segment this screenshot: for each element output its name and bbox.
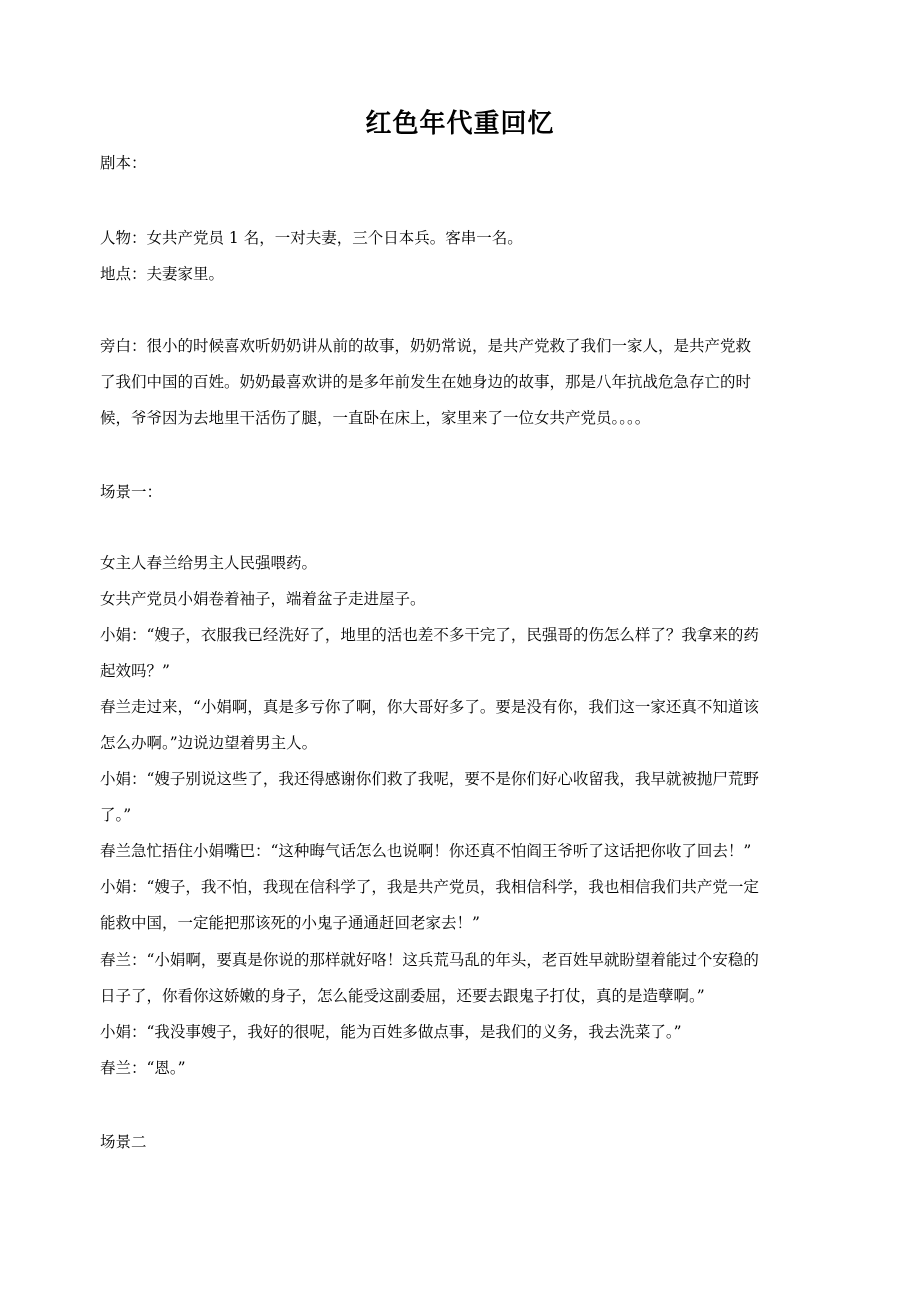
document-title: 红色年代重回忆	[365, 109, 555, 139]
dialogue-line: 怎么办啊。”边说边望着男主人。	[100, 734, 318, 752]
scene-one-heading: 场景一：	[100, 483, 163, 501]
stage-direction: 女共产党员小娟卷着袖子，端着盆子走进屋子。	[100, 590, 426, 608]
dialogue-line: 春兰：“小娟啊，要真是你说的那样就好咯！这兵荒马乱的年头，老百姓早就盼望着能过个安稳的	[100, 951, 759, 969]
scene-two-heading: 场景二	[100, 1133, 147, 1151]
dialogue-line: 春兰：“恩。”	[100, 1059, 186, 1077]
dialogue-line: 春兰走过来，“小娟啊，真是多亏你了啊，你大哥好多了。要是没有你，我们这一家还真不知道该	[100, 698, 759, 716]
dialogue-line: 小娟：“嫂子别说这些了，我还得感谢你们救了我呢，要不是你们好心收留我，我早就被抛尸荒野	[100, 770, 759, 788]
dialogue-line: 日子了，你看你这娇嫩的身子，怎么能受这副委屈，还要去跟鬼子打仗，真的是造孽啊。”	[100, 987, 705, 1005]
dialogue-line: 起效吗？”	[100, 662, 170, 680]
narration-line: 候，爷爷因为去地里干活伤了腿，一直卧在床上，家里来了一位女共产党员。。。。	[100, 409, 651, 427]
narration-line: 了我们中国的百姓。奶奶最喜欢讲的是多年前发生在她身边的故事，那是八年抗战危急存亡的时	[100, 373, 752, 391]
location-line: 地点：夫妻家里。	[100, 265, 225, 283]
stage-direction: 女主人春兰给男主人民强喂药。	[100, 554, 318, 572]
narration-line: 旁白：很小的时候喜欢听奶奶讲从前的故事，奶奶常说，是共产党救了我们一家人，是共产党救	[100, 337, 752, 355]
dialogue-line: 小娟：“嫂子，衣服我已经洗好了，地里的活也差不多干完了，民强哥的伤怎么样了？我拿来的药	[100, 626, 759, 644]
dialogue-line: 能救中国，一定能把那该死的小鬼子通通赶回老家去！”	[100, 914, 480, 932]
dialogue-line: 小娟：“我没事嫂子，我好的很呢，能为百姓多做点事，是我们的义务，我去洗菜了。”	[100, 1023, 682, 1041]
dialogue-line: 小娟：“嫂子，我不怕，我现在信科学了，我是共产党员，我相信科学，我也相信我们共产党一定	[100, 878, 759, 896]
characters-line: 人物：女共产党员 1 名，一对夫妻，三个日本兵。客串一名。	[100, 229, 523, 247]
dialogue-line: 了。”	[100, 806, 132, 824]
dialogue-line: 春兰急忙捂住小娟嘴巴：“这种晦气话怎么也说啊！你还真不怕阎王爷听了这话把你收了回去！”	[100, 842, 752, 860]
script-label: 剧本：	[100, 154, 147, 172]
